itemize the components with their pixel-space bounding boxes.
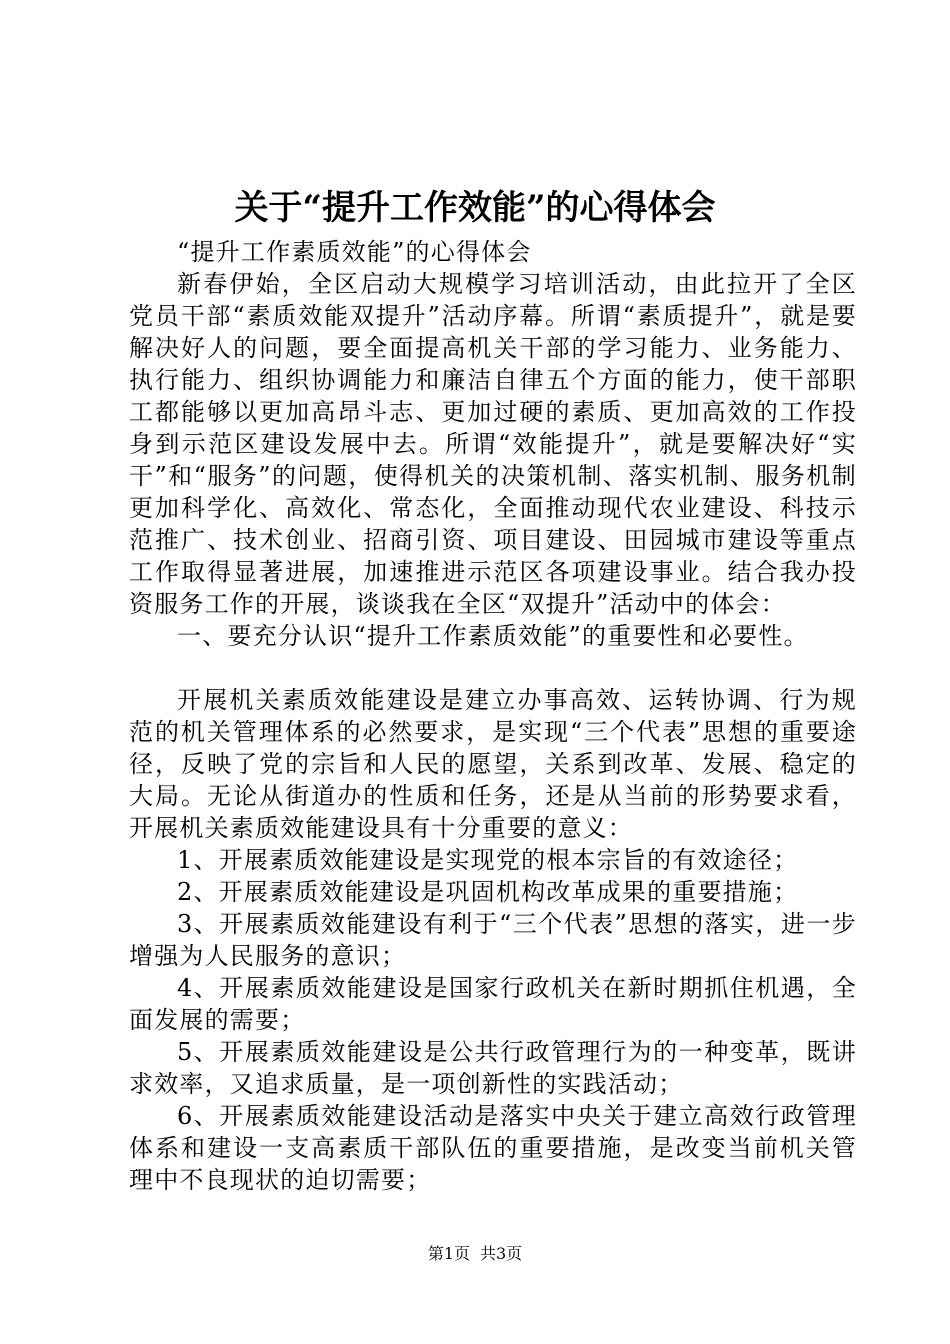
document-body — [129, 236, 857, 1196]
list-item-2: 2、开展素质效能建设是巩固机构改革成果的重要措施； — [177, 878, 799, 906]
page-footer — [0, 1242, 950, 1266]
page-number: 第1页 — [427, 1244, 470, 1263]
list-item-3: 3、开展素质效能建设有利于“三个代表”思想的落实，进一步增强为人民服务的意识； — [129, 910, 857, 970]
section-heading: 一、要充分认识“提升工作素质效能”的重要性和必要性。 — [177, 622, 809, 650]
body-paragraph: 开展机关素质效能建设是建立办事高效、运转协调、行为规范的机关管理体系的必然要求，是实现“三个代表”思想的重要途径，反映了党的宗旨和人民的愿望，关系到改革、发展、稳定的大局。无论从街道办的性质和任务，还是从当前的形势要求看，开展机关素质效能建设具有十分重要的意义： — [129, 686, 857, 842]
list-item-4: 4、开展素质效能建设是国家行政机关在新时期抓住机遇，全面发展的需要； — [129, 974, 857, 1034]
page-total: 共3页 — [480, 1244, 523, 1263]
subtitle-paragraph: “提升工作素质效能”的心得体会 — [177, 238, 532, 266]
intro-paragraph: 新春伊始，全区启动大规模学习培训活动，由此拉开了全区党员干部“素质效能双提升”活动序幕。所谓“素质提升”，就是要解决好人的问题，要全面提高机关干部的学习能力、业务能力、执行能力、组织协调能力和廉洁自律五个方面的能力，使干部职工都能够以更加高昂斗志、更加过硬的素质、更加高效的工作投身到示范区建设发展中去。所谓“效能提升”，就是要解决好“实干”和“服务”的问题，使得机关的决策机制、落实机制、服务机制更加科学化、高效化、常态化，全面推动现代农业建设、科技示范推广、技术创业、招商引资、项目建设、田园城市建设等重点工作取得显著进展，加速推进示范区各项建设事业。结合我办投资服务工作的开展，谈谈我在全区“双提升”活动中的体会： — [129, 270, 857, 618]
blank-line — [129, 652, 857, 684]
list-item-1: 1、开展素质效能建设是实现党的根本宗旨的有效途径； — [177, 846, 799, 874]
document-title: 关于“提升工作效能”的心得体会 — [234, 188, 716, 228]
list-item-5: 5、开展素质效能建设是公共行政管理行为的一种变革，既讲求效率，又追求质量，是一项创新性的实践活动； — [129, 1038, 857, 1098]
list-item-6: 6、开展素质效能建设活动是落实中央关于建立高效行政管理体系和建设一支高素质干部队伍的重要措施，是改变当前机关管理中不良现状的迫切需要； — [129, 1102, 857, 1194]
